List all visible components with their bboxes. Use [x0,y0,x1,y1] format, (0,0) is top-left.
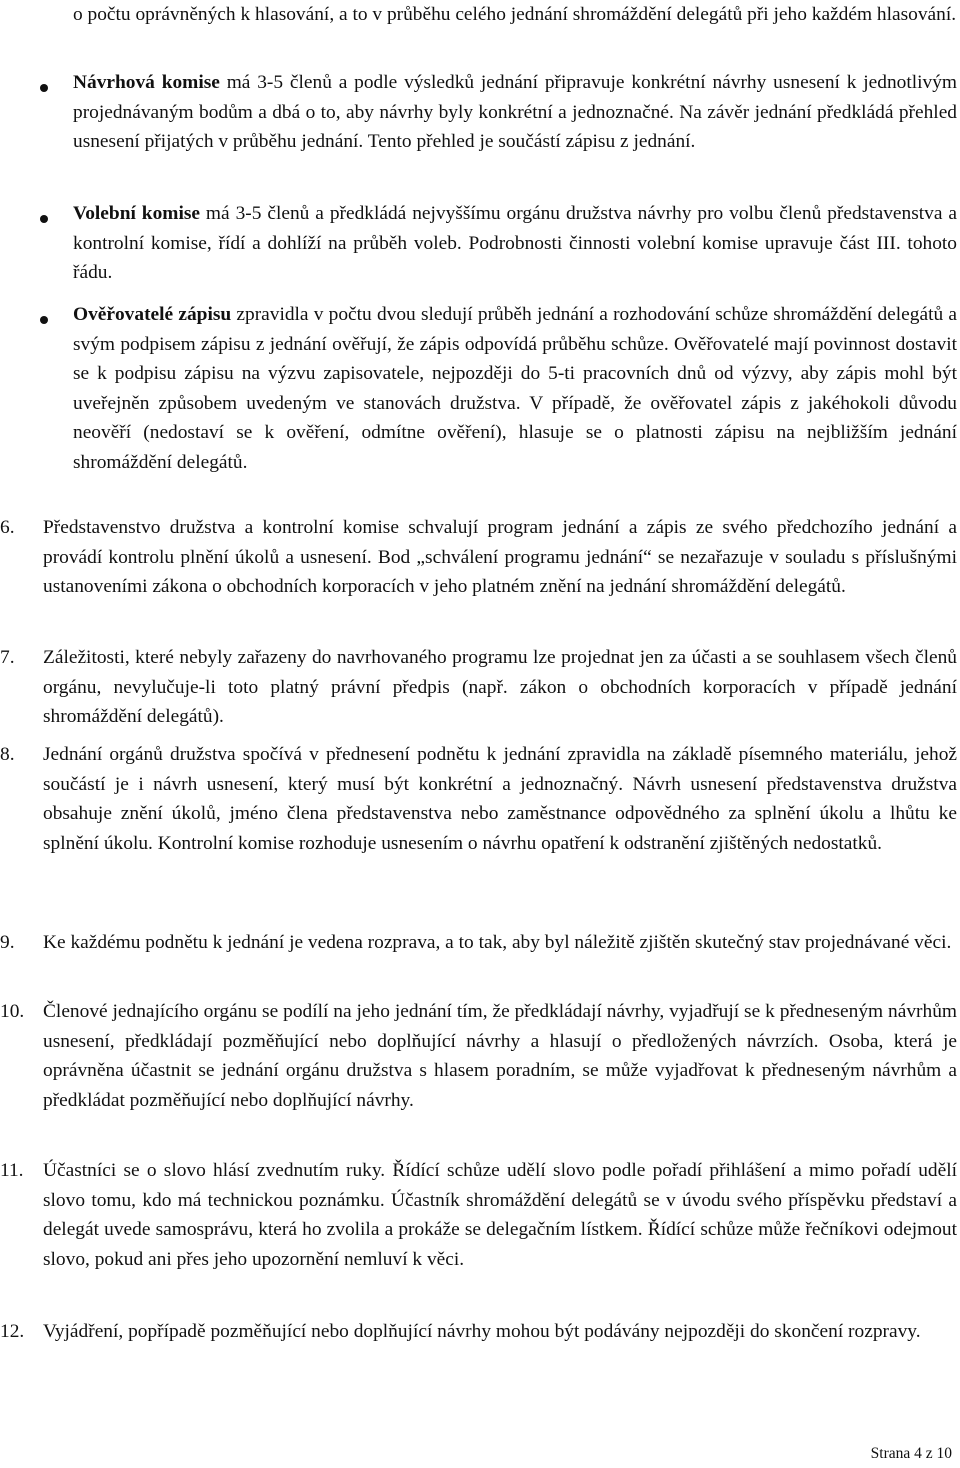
bullet-navrhova-komise [73,68,957,157]
item-6-paragraph: Představenstvo družstva a kontrolní komise schvalují program jednání a zápis ze svého předchozího jednání a provádí kontrolu plnění úkolů a usnesení. Bod „schválení programu jednání“ se nezařazuje v souladu s příslušnými ustanoveními zákona o obchodních korporacích v jeho platném znění na jednání shromáždění delegátů. [43,517,957,598]
bullet-icon [40,84,48,92]
bullet-text: má 3-5 členů a podle výsledků jednání připravuje konkrétní návrhy usnesení k jednotlivým projednávaným bodům a dbá o to, aby návrhy byly konkrétní a jednoznačné. Na závěr jednání předkládá přehled usnesení přijatých v průběhu jednání. Tento přehled je součástí zápisu z jednání. [73,72,957,153]
item-number: 10. [0,1001,25,1022]
item-number: 11. [0,1160,24,1181]
bullet-term: Ověřovatelé zápisu [73,304,232,325]
continuation-paragraph: o počtu oprávněných k hlasování, a to v průběhu celého jednání shromáždění delegátů při jeho každém hlasování. [73,4,957,25]
item-10-paragraph: Členové jednajícího orgánu se podílí na jeho jednání tím, že předkládají návrhy, vyjadřují se k předneseným návrhům usnesení, předkládají pozměňující nebo doplňující návrhy a hlasují o předložených návrzích. Osoba, která je oprávněna účastnit se jednání orgánu družstva s hlasem poradním, se může vyjadřovat k předneseným návrhům a předkládat pozměňující nebo doplňující návrhy. [43,1001,957,1111]
item-number: 12. [0,1321,25,1342]
item-number: 8. [0,744,15,765]
item-12-paragraph: Vyjádření, popřípadě pozměňující nebo doplňující návrhy mohou být podávány nejpozději do skončení rozpravy. [43,1321,921,1342]
page-number: Strana 4 z 10 [870,1445,952,1462]
bullet-icon [40,215,48,223]
bullet-volebni-komise [73,199,957,288]
item-number: 9. [0,932,15,953]
bullet-text: má 3-5 členů a předkládá nejvyššímu orgánu družstva návrhy pro volbu členů představenstva a kontrolní komise, řídí a dohlíží na průběh voleb. Podrobnosti činnosti volební komise upravuje část III. tohoto řádu. [73,203,957,284]
bullet-text: zpravidla v počtu dvou sledují průběh jednání a rozhodování schůze shromáždění delegátů a svým podpisem zápisu z jednání ověřují, že zápis odpovídá průběhu schůze. Ověřovatelé mají povinnost dostavit se k podpisu zápisu na výzvu zapisovatele, nejpozději do 5-ti pracovních dnů od výzvy, aby zápis mohl být uveřejněn způsobem uvedeným ve stanovách družstva. V případě, že ověřovatel zápis z jakéhokoli důvodu neověří (nedostaví se k ověření, odmítne ověření), hlasuje se o platnosti zápisu na nejbližším jednání shromáždění delegátů. [73,304,957,473]
item-number: 6. [0,517,15,538]
bullet-overovatele-zapisu [73,300,957,478]
item-number: 7. [0,647,15,668]
bullet-term: Návrhová komise [73,72,220,93]
item-7-paragraph: Záležitosti, které nebyly zařazeny do navrhovaného programu lze projednat jen za účasti a se souhlasem všech členů orgánu, nevylučuje-li toto platný právní předpis (např. zákon o obchodních korporacích v případě jednání shromáždění delegátů). [43,647,957,728]
item-11-paragraph: Účastníci se o slovo hlásí zvednutím ruky. Řídící schůze udělí slovo podle pořadí přihlášení a mimo pořadí udělí slovo tomu, kdo má technickou poznámku. Účastník shromáždění delegátů se v úvodu svého příspěvku představí a delegát uvede samosprávu, která ho zvolila a prokáže se delegačním lístkem. Řídící schůze může řečníkovi odejmout slovo, pokud ani přes jeho upozornění nemluví k věci. [43,1160,957,1270]
item-8-paragraph: Jednání orgánů družstva spočívá v přednesení podnětu k jednání zpravidla na základě písemného materiálu, jehož součástí je i návrh usnesení, který musí být konkrétní a jednoznačný. Návrh usnesení představenstva družstva obsahuje znění úkolů, jméno člena představenstva nebo zaměstnance odpovědného za splnění úkolu a lhůtu ke splnění úkolu. Kontrolní komise rozhoduje usnesením o návrhu opatření k odstranění zjištěných nedostatků. [43,744,957,854]
bullet-icon [40,316,48,324]
bullet-term: Volební komise [73,203,200,224]
item-9-paragraph: Ke každému podnětu k jednání je vedena rozprava, a to tak, aby byl náležitě zjištěn skutečný stav projednávané věci. [43,932,952,953]
